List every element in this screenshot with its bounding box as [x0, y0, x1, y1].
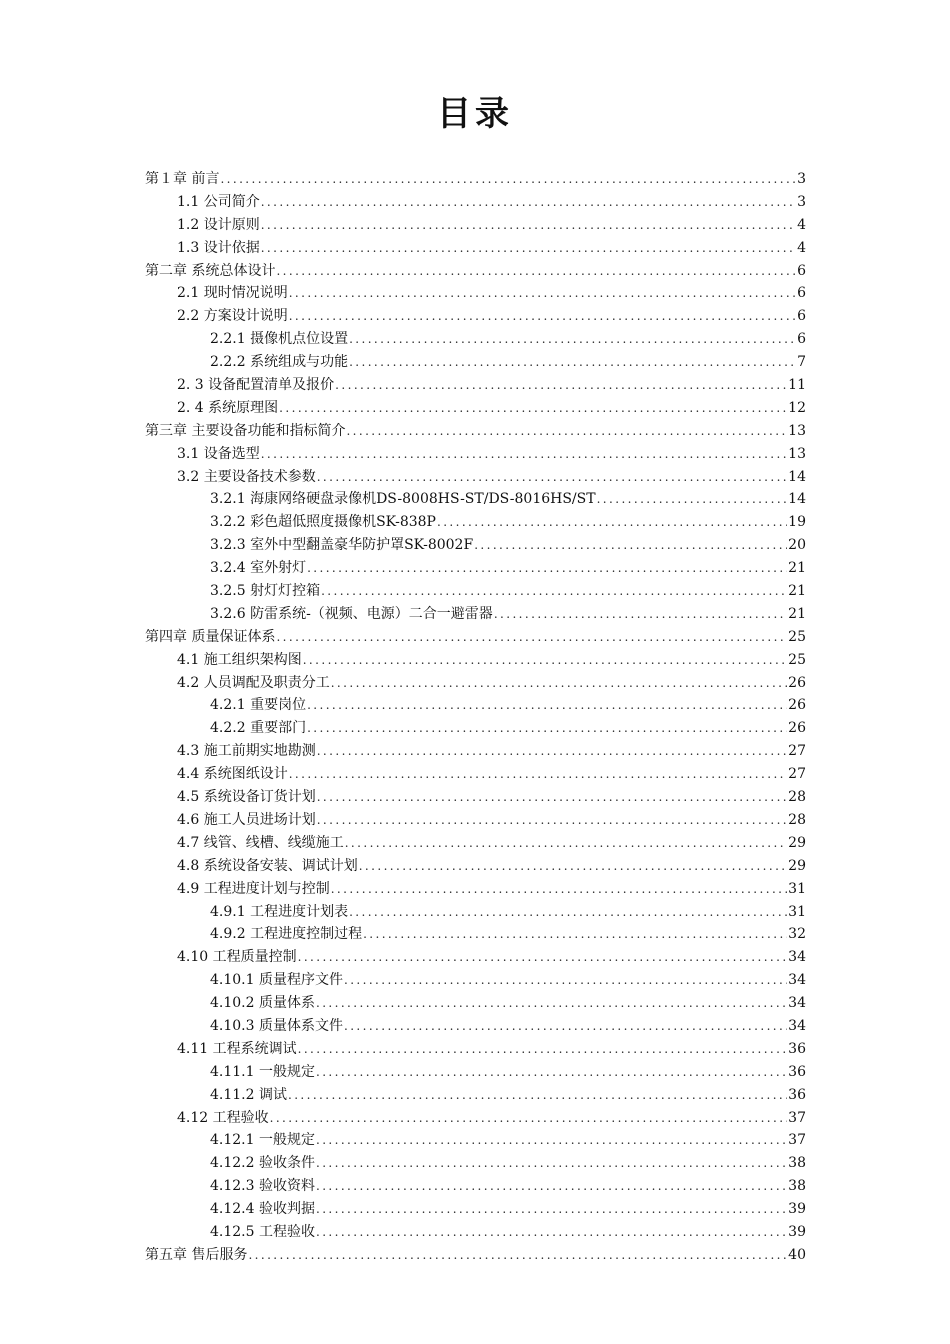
toc-entry[interactable]: [0, 969, 806, 992]
dot-leader: [437, 511, 787, 534]
dot-leader: [597, 488, 788, 511]
dot-leader: [316, 1221, 787, 1244]
toc-entry-label: 3.1 设备选型: [177, 445, 260, 462]
toc-entry-label: 1.1 公司简介: [177, 193, 260, 210]
dot-leader: [220, 168, 795, 191]
toc-entry-label: 第五章 售后服务: [145, 1246, 248, 1263]
dot-leader: [261, 443, 787, 466]
toc-entry-page-number: 38: [788, 1155, 806, 1172]
toc-entry-label: 4.3 施工前期实地勘测: [177, 743, 316, 760]
toc-entry[interactable]: [0, 672, 806, 695]
toc-entry-page-number: 34: [788, 1017, 806, 1034]
toc-entry-page-number: 6: [797, 285, 806, 302]
toc-entry-page-number: 6: [797, 308, 806, 325]
toc-entry-label: 4.12.1 一般规定: [210, 1132, 315, 1149]
toc-entry[interactable]: [0, 511, 806, 534]
toc-entry-page-number: 29: [788, 857, 806, 874]
dot-leader: [289, 763, 787, 786]
toc-entry-label: 4.2.2 重要部门: [210, 720, 307, 737]
table-of-contents: [0, 168, 950, 1267]
toc-entry-label: 第三章 主要设备功能和指标简介: [145, 422, 346, 439]
dot-leader: [344, 1015, 787, 1038]
toc-entry[interactable]: [0, 351, 806, 374]
toc-entry[interactable]: [0, 466, 806, 489]
toc-entry[interactable]: [0, 1015, 806, 1038]
toc-entry-page-number: 4: [797, 216, 806, 233]
toc-entry-page-number: 21: [788, 560, 806, 577]
dot-leader: [276, 260, 795, 283]
toc-entry[interactable]: [0, 580, 806, 603]
toc-entry-label: 4.11.2 调试: [210, 1086, 287, 1103]
toc-entry-label: 4.6 施工人员进场计划: [177, 811, 316, 828]
toc-entry[interactable]: [0, 946, 806, 969]
dot-leader: [331, 672, 787, 695]
dot-leader: [359, 855, 787, 878]
dot-leader: [307, 694, 787, 717]
toc-entry-label: 4.12.3 验收资料: [210, 1178, 315, 1195]
dot-leader: [289, 305, 795, 328]
dot-leader: [307, 557, 787, 580]
toc-entry-label: 4.12.2 验收条件: [210, 1155, 315, 1172]
toc-entry-page-number: 21: [788, 605, 806, 622]
toc-entry-page-number: 6: [797, 262, 806, 279]
toc-entry[interactable]: [0, 557, 806, 580]
toc-entry[interactable]: [0, 534, 806, 557]
dot-leader: [317, 786, 787, 809]
toc-entry-label: 4.9 工程进度计划与控制: [177, 880, 330, 897]
toc-entry-label: 3.2.2 彩色超低照度摄像机SK-838P: [210, 514, 436, 531]
toc-entry-label: 2.2.1 摄像机点位设置: [210, 331, 349, 348]
toc-entry-page-number: 14: [788, 468, 806, 485]
toc-entry-page-number: 36: [788, 1086, 806, 1103]
dot-leader: [349, 328, 795, 351]
dot-leader: [270, 1107, 788, 1130]
dot-leader: [298, 1038, 788, 1061]
dot-leader: [289, 282, 795, 305]
toc-entry-page-number: 37: [788, 1109, 806, 1126]
dot-leader: [349, 901, 787, 924]
toc-entry-label: 4.9.2 工程进度控制过程: [210, 926, 363, 943]
dot-leader: [288, 1084, 787, 1107]
toc-entry[interactable]: [0, 328, 806, 351]
toc-entry[interactable]: [0, 901, 806, 924]
toc-entry[interactable]: [0, 282, 806, 305]
dot-leader: [261, 214, 795, 237]
toc-entry-label: 3.2.1 海康网络硬盘录像机DS-8008HS-ST/DS-8016HS/ST: [210, 491, 596, 508]
toc-entry-label: 4.11 工程系统调试: [177, 1040, 297, 1057]
dot-leader: [317, 466, 787, 489]
dot-leader: [276, 626, 787, 649]
toc-entry-page-number: 36: [788, 1040, 806, 1057]
toc-entry[interactable]: [0, 603, 806, 626]
toc-entry-label: 第四章 质量保证体系: [145, 628, 276, 645]
dot-leader: [316, 1198, 787, 1221]
toc-entry-label: 3.2.4 室外射灯: [210, 560, 307, 577]
toc-entry-label: 4.10.2 质量体系: [210, 995, 315, 1012]
toc-entry-label: 4.12.4 验收判据: [210, 1201, 315, 1218]
dot-leader: [474, 534, 787, 557]
toc-entry-page-number: 20: [788, 537, 806, 554]
toc-entry-label: 3.2.5 射灯灯控箱: [210, 583, 321, 600]
toc-entry-label: 4.10.3 质量体系文件: [210, 1017, 343, 1034]
dot-leader: [346, 420, 787, 443]
toc-entry[interactable]: [0, 1152, 806, 1175]
toc-entry[interactable]: [0, 1221, 806, 1244]
toc-entry[interactable]: [0, 717, 806, 740]
toc-entry-label: 2.1 现时情况说明: [177, 285, 288, 302]
toc-entry[interactable]: [0, 626, 806, 649]
toc-entry[interactable]: [0, 168, 806, 191]
toc-entry[interactable]: [0, 260, 806, 283]
toc-entry-label: 3.2.3 室外中型翻盖豪华防护罩SK-8002F: [210, 537, 474, 554]
toc-entry-page-number: 38: [788, 1178, 806, 1195]
toc-entry[interactable]: [0, 443, 806, 466]
toc-entry-label: 4.7 线管、线槽、线缆施工: [177, 834, 344, 851]
toc-entry-page-number: 26: [788, 674, 806, 691]
toc-entry-label: 4.12.5 工程验收: [210, 1223, 315, 1240]
toc-entry[interactable]: [0, 1038, 806, 1061]
toc-entry-page-number: 39: [788, 1201, 806, 1218]
toc-entry-label: 4.2 人员调配及职责分工: [177, 674, 330, 691]
toc-entry-page-number: 21: [788, 583, 806, 600]
toc-entry-page-number: 31: [788, 903, 806, 920]
toc-entry-page-number: 31: [788, 880, 806, 897]
toc-entry-label: 第１章 前言: [145, 171, 220, 187]
toc-entry[interactable]: [0, 923, 806, 946]
toc-entry-page-number: 25: [788, 651, 806, 668]
dot-leader: [248, 1244, 787, 1267]
dot-leader: [344, 969, 787, 992]
toc-entry[interactable]: [0, 694, 806, 717]
toc-entry-label: 1.2 设计原则: [177, 216, 260, 233]
toc-entry[interactable]: [0, 855, 806, 878]
dot-leader: [298, 946, 788, 969]
toc-entry-page-number: 27: [788, 743, 806, 760]
toc-entry-label: 3.2.6 防雷系统-（视频、电源）二合一避雷器: [210, 605, 493, 622]
toc-entry-label: 2.2.2 系统组成与功能: [210, 354, 349, 371]
toc-entry-page-number: 28: [788, 789, 806, 806]
toc-entry-page-number: 26: [788, 720, 806, 737]
dot-leader: [316, 992, 787, 1015]
toc-entry-page-number: 29: [788, 834, 806, 851]
page-title: 目录: [437, 94, 513, 134]
toc-entry[interactable]: [0, 214, 806, 237]
toc-entry-page-number: 36: [788, 1063, 806, 1080]
toc-entry-page-number: 13: [788, 445, 806, 462]
toc-entry-label: 2. 4 系统原理图: [177, 399, 279, 416]
toc-entry-page-number: 34: [788, 949, 806, 966]
toc-entry[interactable]: [0, 397, 806, 420]
toc-entry-page-number: 34: [788, 995, 806, 1012]
toc-entry-label: 4.11.1 一般规定: [210, 1063, 315, 1080]
toc-entry-label: 第二章 系统总体设计: [145, 262, 276, 279]
toc-entry-page-number: 25: [788, 628, 806, 645]
toc-entry[interactable]: [0, 1107, 806, 1130]
toc-entry-page-number: 6: [797, 331, 806, 348]
toc-entry[interactable]: [0, 1175, 806, 1198]
dot-leader: [316, 1152, 787, 1175]
toc-entry[interactable]: [0, 1084, 806, 1107]
toc-entry-page-number: 3: [797, 171, 806, 187]
toc-entry[interactable]: [0, 374, 806, 397]
toc-entry-page-number: 14: [788, 491, 806, 508]
dot-leader: [261, 237, 795, 260]
dot-leader: [363, 923, 787, 946]
toc-entry[interactable]: [0, 832, 806, 855]
toc-entry-label: 4.5 系统设备订货计划: [177, 789, 316, 806]
toc-entry-page-number: 4: [797, 239, 806, 256]
toc-entry-page-number: 39: [788, 1223, 806, 1240]
dot-leader: [349, 351, 795, 374]
toc-entry[interactable]: [0, 305, 806, 328]
toc-entry-label: 4.10.1 质量程序文件: [210, 972, 343, 989]
toc-entry[interactable]: [0, 786, 806, 809]
toc-entry[interactable]: [0, 649, 806, 672]
dot-leader: [335, 374, 787, 397]
toc-entry[interactable]: [0, 488, 806, 511]
dot-leader: [261, 191, 795, 214]
toc-entry-page-number: 11: [788, 377, 806, 394]
dot-leader: [494, 603, 787, 626]
toc-entry-label: 4.8 系统设备安装、调试计划: [177, 857, 358, 874]
toc-entry-label: 4.4 系统图纸设计: [177, 766, 288, 783]
toc-entry-label: 4.2.1 重要岗位: [210, 697, 307, 714]
toc-entry-page-number: 34: [788, 972, 806, 989]
toc-entry[interactable]: [0, 420, 806, 443]
toc-entry-label: 4.12 工程验收: [177, 1109, 269, 1126]
toc-entry-page-number: 13: [788, 422, 806, 439]
toc-entry-page-number: 26: [788, 697, 806, 714]
toc-entry-label: 4.9.1 工程进度计划表: [210, 903, 349, 920]
toc-entry-page-number: 40: [788, 1246, 806, 1263]
toc-entry[interactable]: [0, 191, 806, 214]
dot-leader: [279, 397, 787, 420]
dot-leader: [307, 717, 787, 740]
toc-entry[interactable]: [0, 809, 806, 832]
toc-entry-page-number: 7: [797, 354, 806, 371]
toc-entry-page-number: 32: [788, 926, 806, 943]
dot-leader: [321, 580, 787, 603]
toc-entry-label: 4.1 施工组织架构图: [177, 651, 302, 668]
dot-leader: [317, 809, 787, 832]
toc-entry-page-number: 27: [788, 766, 806, 783]
toc-entry-page-number: 28: [788, 811, 806, 828]
dot-leader: [316, 1061, 787, 1084]
toc-entry-page-number: 3: [797, 193, 806, 210]
toc-entry-page-number: 12: [788, 399, 806, 416]
toc-entry-label: 1.3 设计依据: [177, 239, 260, 256]
dot-leader: [345, 832, 787, 855]
toc-entry-label: 3.2 主要设备技术参数: [177, 468, 316, 485]
toc-entry-page-number: 19: [788, 514, 806, 531]
toc-entry[interactable]: [0, 992, 806, 1015]
toc-entry[interactable]: [0, 1198, 806, 1221]
toc-entry[interactable]: [0, 1061, 806, 1084]
dot-leader: [331, 878, 787, 901]
dot-leader: [316, 1129, 787, 1152]
dot-leader: [303, 649, 787, 672]
toc-entry[interactable]: [0, 740, 806, 763]
toc-entry[interactable]: [0, 1244, 806, 1267]
toc-entry-page-number: 37: [788, 1132, 806, 1149]
toc-entry-label: 4.10 工程质量控制: [177, 949, 297, 966]
toc-entry-label: 2.2 方案设计说明: [177, 308, 288, 325]
toc-entry[interactable]: [0, 1129, 806, 1152]
dot-leader: [316, 1175, 787, 1198]
toc-entry[interactable]: [0, 763, 806, 786]
toc-entry[interactable]: [0, 237, 806, 260]
toc-entry[interactable]: [0, 878, 806, 901]
dot-leader: [317, 740, 787, 763]
toc-entry-label: 2. 3 设备配置清单及报价: [177, 377, 335, 394]
